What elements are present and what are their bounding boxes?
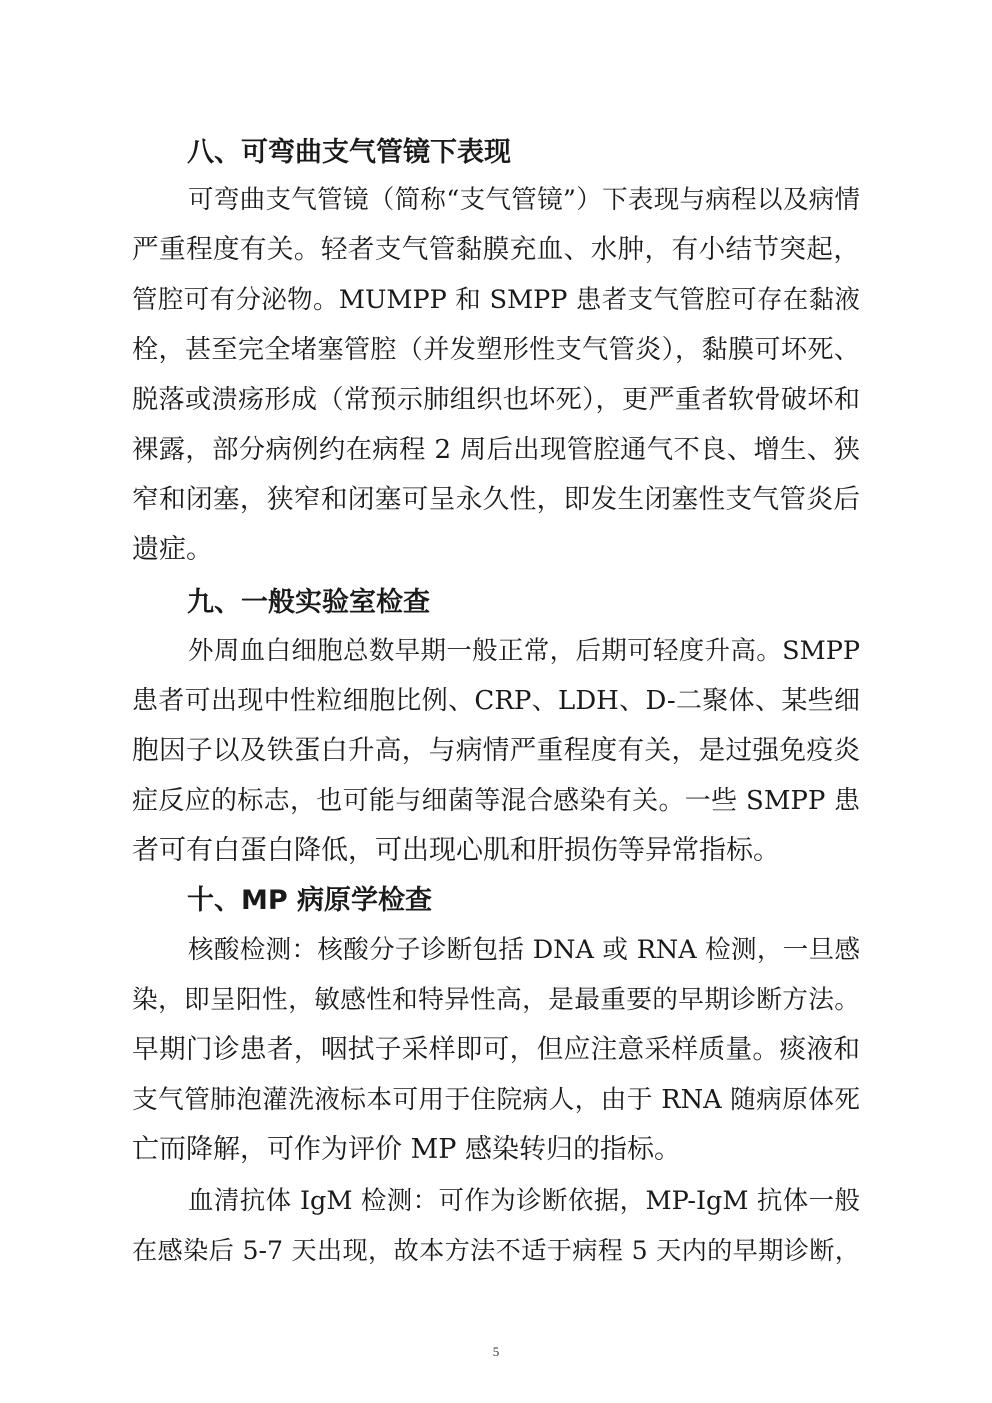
- text-line: 管腔可有分泌物。MUMPP 和 SMPP 患者支气管腔可存在黏液: [132, 285, 860, 315]
- text-line: 血清抗体 IgM 检测：可作为诊断依据，MP-IgM 抗体一般: [188, 1186, 860, 1216]
- section-8-paragraph: [132, 175, 860, 575]
- text-line: 者可有白蛋白降低，可出现心肌和肝损伤等异常指标。: [132, 835, 780, 866]
- section-10-paragraph-1: [132, 925, 860, 1175]
- text-line: 脱落或溃疡形成（常预示肺组织也坏死），更严重者软骨破坏和: [132, 385, 860, 415]
- text-line: 胞因子以及铁蛋白升高，与病情严重程度有关，是过强免疫炎: [132, 735, 860, 766]
- text-line: 早期门诊患者，咽拭子采样即可，但应注意采样质量。痰液和: [132, 1034, 860, 1065]
- text-line: 严重程度有关。轻者支气管黏膜充血、水肿，有小结节突起，: [132, 234, 860, 265]
- text-line: 支气管肺泡灌洗液标本可用于住院病人，由于 RNA 随病原体死: [132, 1085, 860, 1115]
- text-line: 可弯曲支气管镜（简称“支气管镜”）下表现与病程以及病情: [188, 185, 860, 215]
- text-line: 外周血白细胞总数早期一般正常，后期可轻度升高。SMPP: [188, 636, 860, 666]
- text-line: 裸露，部分病例约在病程 2 周后出现管腔通气不良、增生、狭: [132, 435, 860, 465]
- text-line: 患者可出现中性粒细胞比例、CRP、LDH、D-二聚体、某些细: [132, 686, 860, 716]
- section-8-heading: 八、可弯曲支气管镜下表现: [187, 137, 511, 168]
- page-number: 5: [492, 1344, 500, 1359]
- text-line: 在感染后 5-7 天出现，故本方法不适于病程 5 天内的早期诊断，: [132, 1236, 860, 1265]
- text-line: 染，即呈阳性，敏感性和特异性高，是最重要的早期诊断方法。: [132, 985, 860, 1015]
- section-9-paragraph: [132, 626, 860, 876]
- section-10-heading: 十、MP 病原学检查: [187, 885, 433, 916]
- section-10-paragraph-2: [132, 1176, 860, 1276]
- section-9-heading: 九、一般实验室检查: [187, 587, 430, 618]
- text-line: 症反应的标志，也可能与细菌等混合感染有关。一些 SMPP 患: [132, 786, 860, 816]
- text-line: 遗症。: [132, 534, 213, 565]
- text-line: 栓，甚至完全堵塞管腔（并发塑形性支气管炎），黏膜可坏死、: [132, 335, 860, 365]
- text-line: 亡而降解，可作为评价 MP 感染转归的指标。: [132, 1134, 681, 1165]
- text-line: 核酸检测：核酸分子诊断包括 DNA 或 RNA 检测，一旦感: [188, 935, 860, 965]
- text-line: 窄和闭塞，狭窄和闭塞可呈永久性，即发生闭塞性支气管炎后: [132, 484, 860, 515]
